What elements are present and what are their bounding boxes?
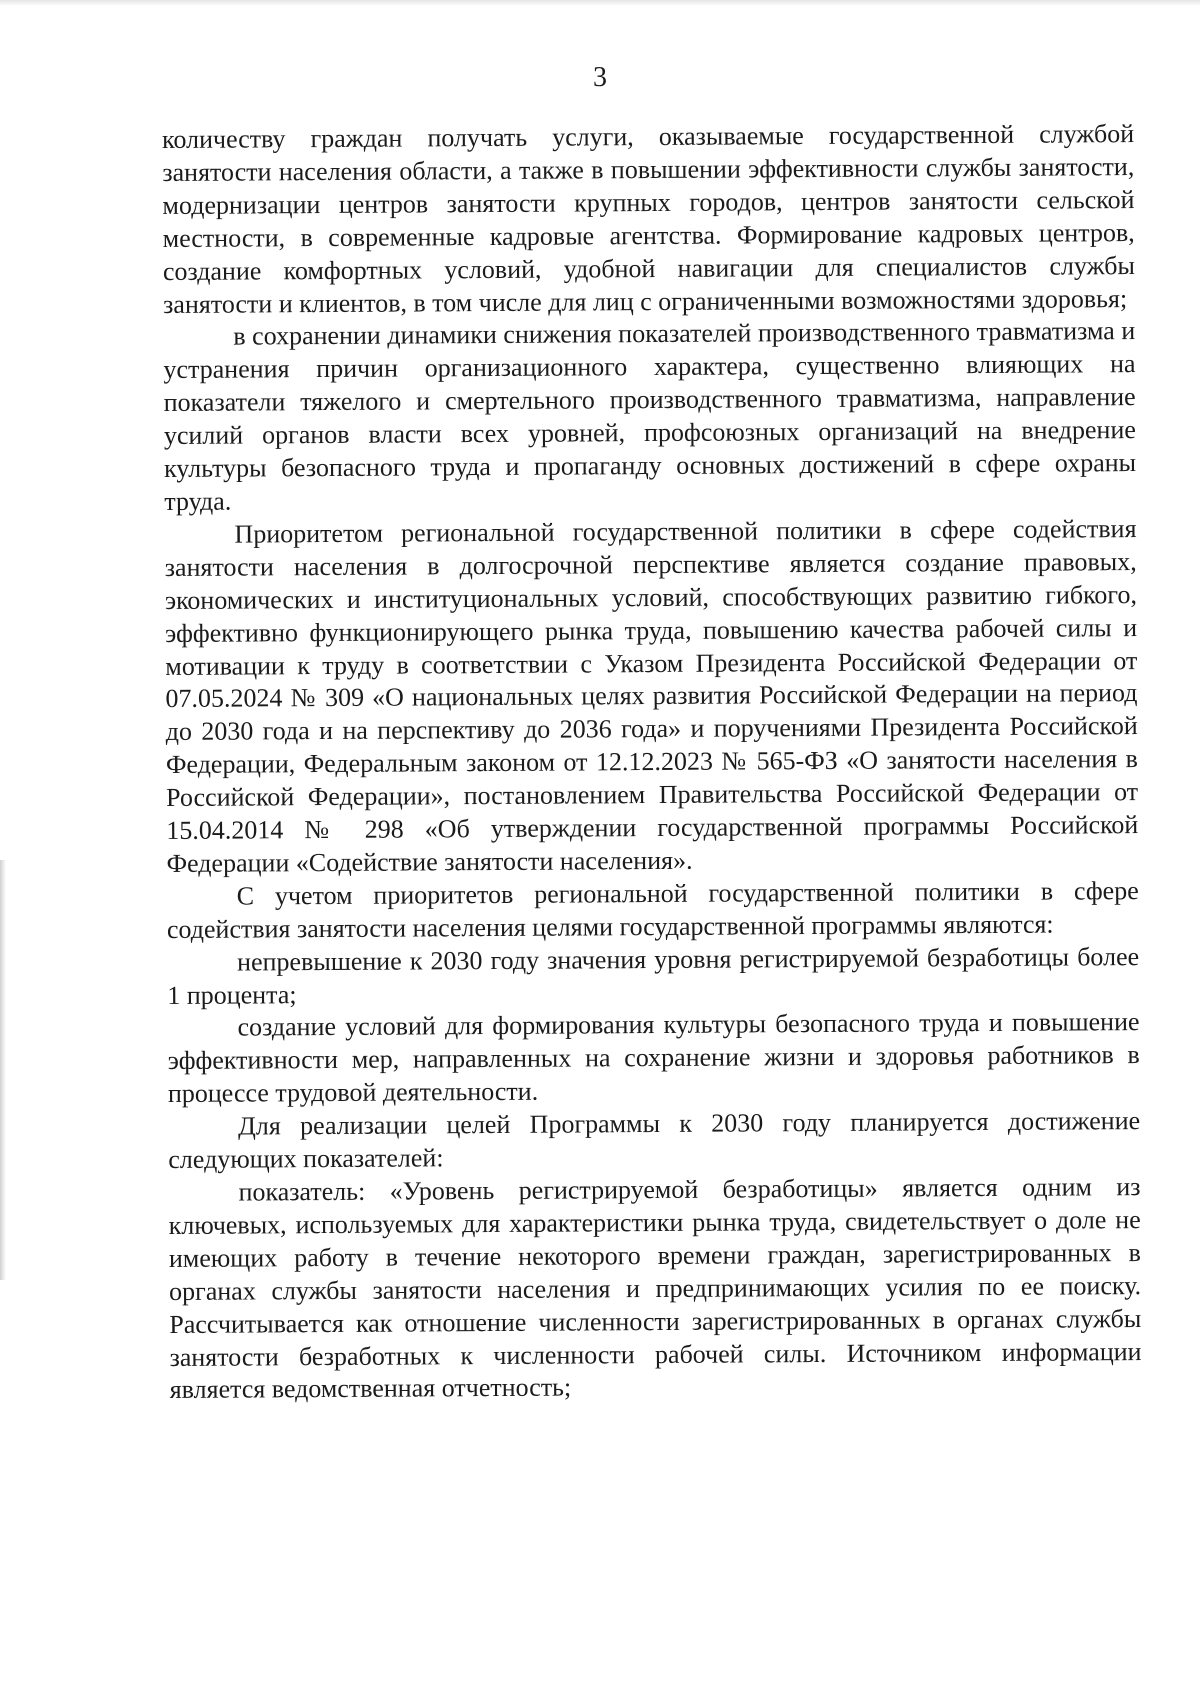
paragraph-goal-safe-labor: создание условий для формирования культуры безопасного труда и повышение эффективности мер, направленных на сохранение жизни и здоровья работников в процессе трудовой деятельности. xyxy=(167,1007,1140,1109)
paragraph-goal-unemployment: непревышение к 2030 году значения уровня регистрируемой безработицы более 1 процента; xyxy=(167,941,1140,1010)
scan-top-shadow xyxy=(0,0,1200,6)
paragraph-indicators-intro: Для реализации целей Программы к 2030 году планируется достижение следующих показателей: xyxy=(168,1106,1141,1175)
page-number: 3 xyxy=(593,62,607,93)
paragraph-goals-intro: С учетом приоритетов региональной государственной политики в сфере содействия занятости населения целями государственной программы являются: xyxy=(166,875,1139,944)
paragraph-continuation: количеству граждан получать услуги, оказываемые государственной службой занятости населения области, а также в повышении эффективности службы занятости, модернизации центров занятости крупных городов, центров занятости сельской местности, в современные кадровые агентства. Формирование кадровых центров, создание комфортных условий, удобной навигации для специалистов службы занятости и клиентов, в том числе для лиц с ограниченными возможностями здоровья; xyxy=(162,119,1135,319)
document-body xyxy=(162,118,1142,1407)
paragraph-policy-priority: Приоритетом региональной государственной политики в сфере содействия занятости населения в долгосрочной перспективе является создание правовых, экономических и институциональных условий, способствующих развитию гибкого, эффективно функционирующего рынка труда, повышению качества рабочей силы и мотивации к труду в соответствии с Указом Президента Российской Федерации от 07.05.2024 № 309 «О национальных целях развития Российской Федерации на период до 2030 года и на перспективу до 2036 года» и поручениями Президента Российской Федерации, Федеральным законом от 12.12.2023 № 565-ФЗ «О занятости населения в Российской Федерации», постановлением Правительства Российской Федерации от 15.04.2014 № 298 «Об утверждении государственной программы Российской Федерации «Содействие занятости населения». xyxy=(164,513,1139,878)
scan-left-edge-shadow xyxy=(0,860,6,1280)
paragraph-indicator-unemployment-rate: показатель: «Уровень регистрируемой безработицы» является одним из ключевых, используемых для характеристики рынка труда, свидетельствует о доле не имеющих работу в течение некоторого времени граждан, зарегистрированных в органах службы занятости населения и предпринимающих усилия по ее поиску. Рассчитывается как отношение численности зарегистрированных в органах службы занятости безработных к численности рабочей силы. Источником информации является ведомственная отчетность; xyxy=(168,1172,1142,1405)
paragraph-injury-dynamics: в сохранении динамики снижения показателей производственного травматизма и устранения причин организационного характера, существенно влияющих на показатели тяжелого и смертельного производственного травматизма, направление усилий органов власти всех уровней, профсоюзных организаций на внедрение культуры безопасного труда и пропаганду основных достижений в сфере охраны труда. xyxy=(163,316,1137,516)
